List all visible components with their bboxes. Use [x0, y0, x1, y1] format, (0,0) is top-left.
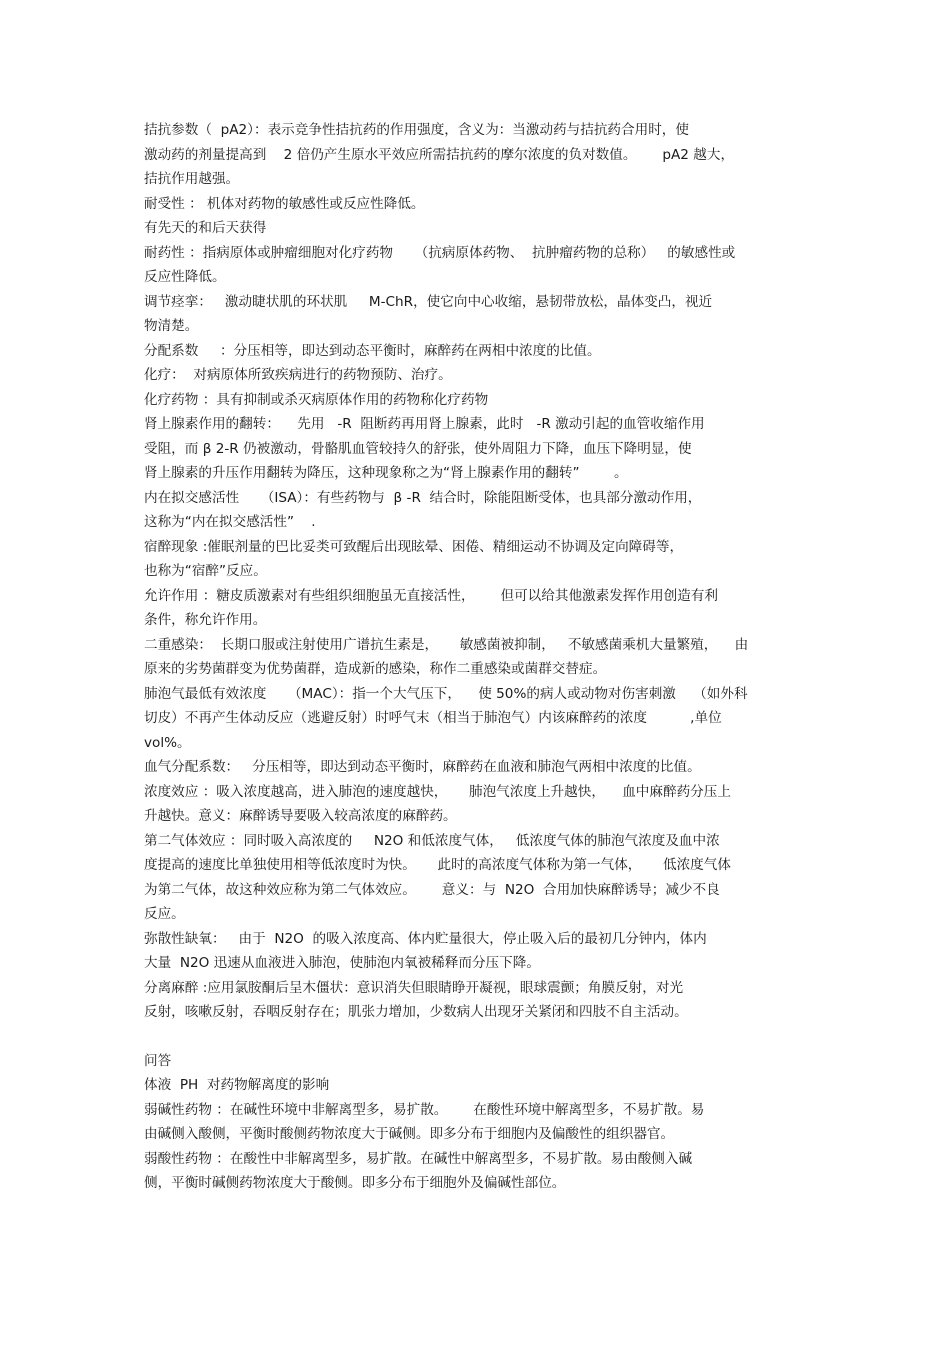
text-line: 切皮）不再产生体动反应（逃避反射）时呼气末（相当于肺泡气）内该麻醉药的浓度 ,单位: [144, 710, 722, 726]
text-line: 体液 PH 对药物解离度的影响: [144, 1077, 330, 1093]
text-line: 分离麻醉 :应用氯胺酮后呈木僵状：意识消失但眼睛睁开凝视，眼球震颤；角膜反射，对光: [144, 979, 684, 996]
text-line: 大量 N2O 迅速从血液进入肺泡，使肺泡内氧被稀释而分压下降。: [144, 955, 540, 971]
text-line: 反射，咳嗽反射，吞咽反射存在；肌张力增加，少数病人出现牙关紧闭和四肢不自主活动。: [144, 1004, 688, 1020]
text-line: 升越快。意义：麻醉诱导要吸入较高浓度的麻醉药。: [144, 808, 457, 824]
text-line: 受阻，而 β 2-R 仍被激动，骨骼肌血管较持久的舒张，使外周阻力下降，血压下降明显，使: [144, 440, 692, 457]
text-line: 化疗： 对病原体所致疾病进行的药物预防、治疗。: [144, 367, 452, 383]
text-line: 弱酸性药物 ：在酸性中非解离型多，易扩散。在碱性中解离型多，不易扩散。易由酸侧入碱: [144, 1150, 693, 1167]
text-line: 这称为“内在拟交感活性” .: [144, 514, 316, 530]
text-line: 由碱侧入酸侧，平衡时酸侧药物浓度大于碱侧。即多分布于细胞内及偏酸性的组织器官。: [144, 1126, 675, 1142]
text-line: 条件，称允许作用。: [144, 612, 267, 628]
qa-heading: 问答: [144, 1052, 172, 1069]
text-line: 化疗药物 ：具有抑制或杀灭病原体作用的药物称化疗药物: [144, 391, 489, 408]
section-gap: [144, 1025, 814, 1049]
text-line: 弥散性缺氧： 由于 N2O 的吸入浓度高、体内贮量很大，停止吸入后的最初几分钟内，体内: [144, 930, 707, 947]
text-line: 拮抗参数（ pA2）：表示竞争性拮抗药的作用强度，含义为：当激动药与拮抗药合用时，使: [144, 122, 689, 138]
definitions-section: [144, 118, 814, 1025]
text-line: 耐受性 ： 机体对药物的敏感性或反应性降低。: [144, 195, 425, 212]
text-line: 物清楚。: [144, 318, 199, 334]
text-line: 肺泡气最低有效浓度 （MAC）：指一个大气压下， 使 50%的病人或动物对伤害刺激 （如外科: [144, 685, 748, 702]
text-line: 侧，平衡时碱侧药物浓度大于酸侧。即多分布于细胞外及偏碱性部位。: [144, 1175, 566, 1191]
text-line: 分配系数 ：分压相等，即达到动态平衡时，麻醉药在两相中浓度的比值。: [144, 342, 601, 359]
text-line: 肾上腺素作用的翻转： 先用 -R 阻断药再用肾上腺素，此时 -R 激动引起的血管收缩作用: [144, 416, 705, 432]
document-body: [144, 118, 814, 1196]
text-line: 反应。: [144, 906, 185, 922]
text-line: 也称为“宿醉”反应。: [144, 563, 267, 579]
text-line: 内在拟交感活性 （ISA）：有些药物与 β -R 结合时，除能阻断受体，也具部分激动作用，: [144, 489, 702, 506]
text-line: 有先天的和后天获得: [144, 220, 267, 236]
text-line: 原来的劣势菌群变为优势菌群，造成新的感染，称作二重感染或菌群交替症。: [144, 661, 607, 677]
text-line: 浓度效应 ：吸入浓度越高，进入肺泡的速度越快， 肺泡气浓度上升越快， 血中麻醉药分压上: [144, 783, 731, 800]
text-line: 肾上腺素的升压作用翻转为降压，这种现象称之为“肾上腺素作用的翻转” 。: [144, 465, 628, 481]
text-line: 血气分配系数： 分压相等，即达到动态平衡时，麻醉药在血液和肺泡气两相中浓度的比值。: [144, 759, 701, 775]
text-line: 二重感染： 长期口服或注射使用广谱抗生素是， 敏感菌被抑制， 不敏感菌乘机大量繁殖， 由: [144, 636, 749, 653]
text-line: 拮抗作用越强。: [144, 171, 240, 187]
text-line: 反应性降低。: [144, 269, 226, 285]
text-line: 允许作用 ：糖皮质激素对有些组织细胞虽无直接活性， 但可以给其他激素发挥作用创造有利: [144, 587, 718, 604]
qa-section: [144, 1049, 814, 1196]
text-line: 调节痉挛： 激动睫状肌的环状肌 M-ChR，使它向中心收缩，悬韧带放松，晶体变凸，视近: [144, 293, 713, 310]
text-line: vol%。: [144, 734, 191, 751]
text-line: 第二气体效应 ：同时吸入高浓度的 N2O 和低浓度气体， 低浓度气体的肺泡气浓度及血中浓: [144, 832, 720, 849]
text-line: 耐药性 ：指病原体或肿瘤细胞对化疗药物 （抗病原体药物、 抗肿瘤药物的总称） 的敏感性或: [144, 244, 736, 261]
text-line: 弱碱性药物 ：在碱性环境中非解离型多，易扩散。 在酸性环境中解离型多，不易扩散。易: [144, 1101, 705, 1118]
text-line: 度提高的速度比单独使用相等低浓度时为快。 此时的高浓度气体称为第一气体， 低浓度气体: [144, 857, 731, 873]
text-line: 为第二气体，故这种效应称为第二气体效应。 意义：与 N2O 合用加快麻醉诱导；减少不良: [144, 881, 720, 898]
text-line: 宿醉现象 :催眠剂量的巴比妥类可致醒后出现眩晕、困倦、精细运动不协调及定向障碍等，: [144, 538, 684, 555]
text-line: 激动药的剂量提高到 2 倍仍产生原水平效应所需拮抗药的摩尔浓度的负对数值。 pA2 越大，: [144, 146, 735, 163]
